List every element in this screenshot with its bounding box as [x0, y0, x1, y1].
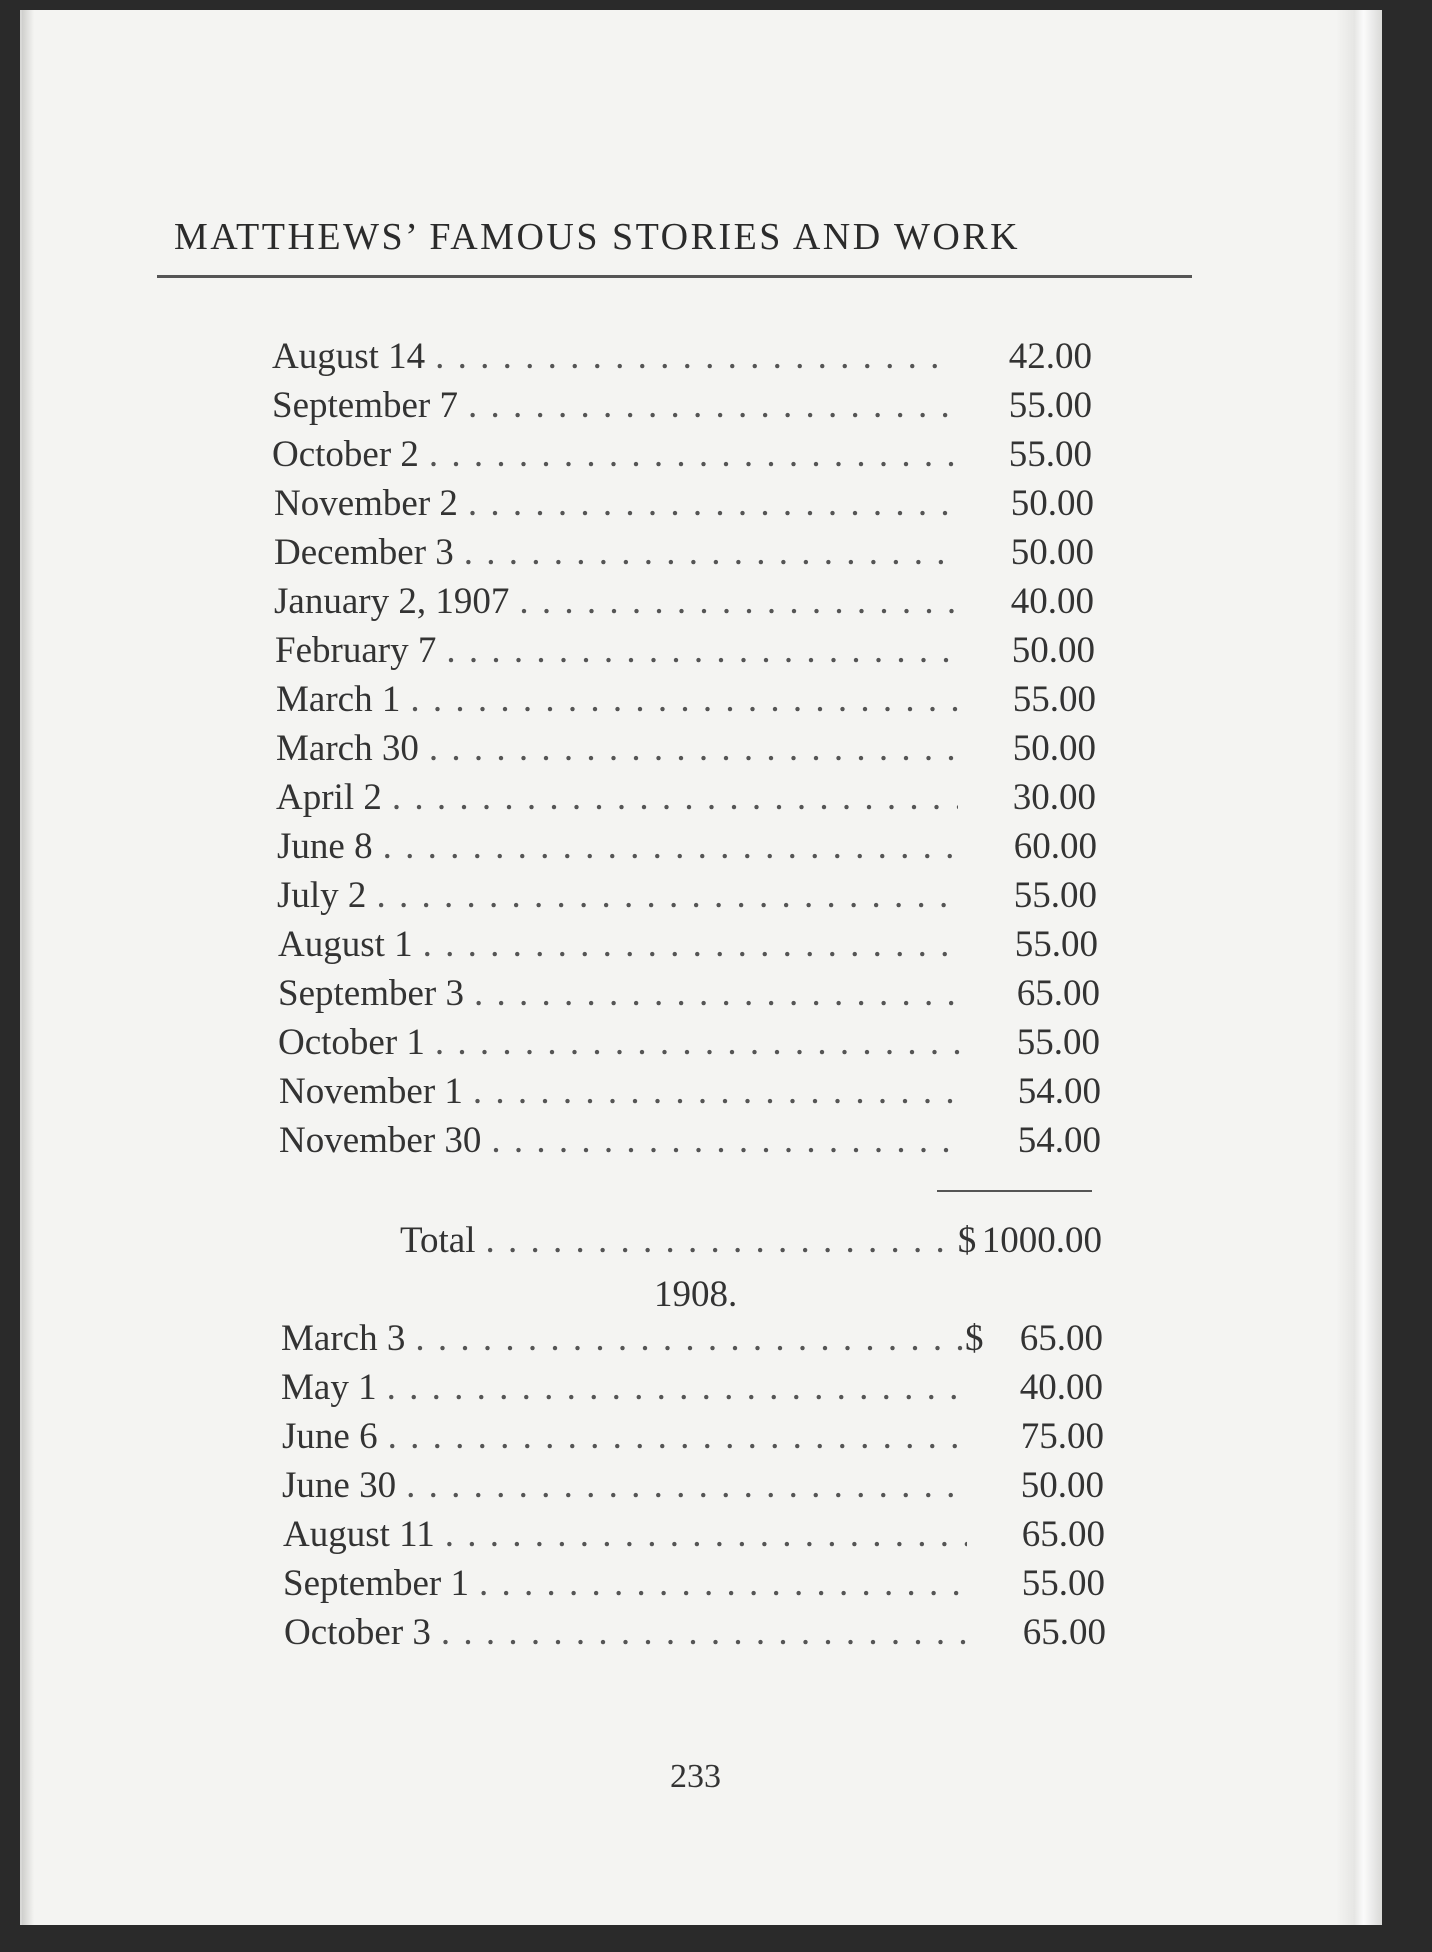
leader-dots — [392, 776, 958, 819]
entry-amount: 50.00 — [1012, 728, 1096, 769]
ledger-entry — [274, 580, 1094, 628]
page-edge — [1336, 10, 1382, 1925]
entry-date: November 30 — [279, 1120, 482, 1161]
entry-amount: 65.00 — [1016, 973, 1100, 1014]
running-head: MATTHEWS’ FAMOUS STORIES AND WORK — [174, 216, 1021, 258]
entry-amount: 40.00 — [1019, 1367, 1103, 1408]
entry-amount: 55.00 — [1013, 875, 1097, 916]
entry-date: September 3 — [278, 973, 464, 1014]
ledger-entry — [283, 1562, 1105, 1610]
ledger-entry — [274, 531, 1094, 579]
entry-date: December 3 — [274, 532, 454, 573]
entry-date: May 1 — [281, 1367, 377, 1408]
total-currency: $ — [957, 1220, 977, 1261]
ledger-entry — [275, 629, 1095, 677]
entry-amount: 65.00 — [1019, 1318, 1103, 1359]
entry-date: March 30 — [276, 728, 419, 769]
leader-dots — [486, 1219, 958, 1262]
leader-dots — [429, 727, 958, 770]
entry-currency: $ — [965, 1318, 984, 1359]
ledger-entry — [281, 1366, 1103, 1414]
ledger-entry — [279, 1070, 1101, 1118]
leader-dots — [464, 531, 956, 574]
entry-amount: 55.00 — [1012, 679, 1096, 720]
entry-date: October 3 — [284, 1612, 431, 1653]
year-heading: 1908. — [654, 1274, 738, 1315]
entry-amount: 55.00 — [1008, 385, 1092, 426]
leader-dots — [468, 384, 954, 427]
entry-amount: 50.00 — [1020, 1465, 1104, 1506]
entry-amount: 50.00 — [1010, 483, 1094, 524]
entry-date: January 2, 1907 — [274, 581, 510, 622]
entry-date: October 2 — [272, 434, 419, 475]
leader-dots — [406, 1464, 966, 1507]
ledger-entry — [278, 1021, 1100, 1069]
leader-dots — [519, 580, 956, 623]
ledger-entry — [272, 335, 1092, 383]
ledger-entry — [276, 776, 1096, 824]
leader-dots — [435, 335, 954, 378]
leader-dots — [435, 1021, 962, 1064]
leader-dots — [473, 1070, 963, 1113]
ledger-entry — [282, 1415, 1104, 1463]
entry-amount: 30.00 — [1012, 777, 1096, 818]
entry-date: November 2 — [274, 483, 458, 524]
leader-dots — [423, 923, 960, 966]
book-page — [20, 10, 1382, 1925]
leader-dots — [479, 1562, 967, 1605]
entry-date: November 1 — [279, 1071, 463, 1112]
entry-amount: 55.00 — [1014, 924, 1098, 965]
entry-amount: 50.00 — [1010, 532, 1094, 573]
entry-date: June 8 — [277, 826, 373, 867]
ledger-entry — [284, 1611, 1106, 1659]
entry-amount: 40.00 — [1010, 581, 1094, 622]
leader-dots — [410, 678, 958, 721]
entry-amount: 54.00 — [1017, 1120, 1101, 1161]
entry-amount: 75.00 — [1020, 1416, 1104, 1457]
leader-dots — [446, 629, 957, 672]
leader-dots — [429, 433, 954, 476]
leader-dots — [491, 1119, 963, 1162]
entry-date: September 7 — [272, 385, 458, 426]
total-row — [400, 1219, 1102, 1267]
leader-dots — [387, 1366, 965, 1409]
entry-date: April 2 — [276, 777, 382, 818]
leader-dots — [415, 1317, 965, 1360]
entry-amount: 65.00 — [1022, 1612, 1106, 1653]
entry-date: March 3 — [281, 1318, 406, 1359]
entry-date: June 6 — [282, 1416, 378, 1457]
entry-amount: 55.00 — [1021, 1563, 1105, 1604]
entry-date: March 1 — [276, 679, 401, 720]
total-amount: 1000.00 — [981, 1220, 1102, 1261]
page-number: 233 — [670, 1758, 721, 1795]
sum-rule — [937, 1190, 1092, 1192]
ledger-entry — [281, 1317, 1103, 1365]
entry-date: July 2 — [277, 875, 367, 916]
entry-date: August 14 — [272, 336, 426, 377]
entry-date: October 1 — [278, 1022, 425, 1063]
entry-amount: 65.00 — [1021, 1514, 1105, 1555]
entry-amount: 55.00 — [1016, 1022, 1100, 1063]
entry-amount: 42.00 — [1008, 336, 1092, 377]
entry-amount: 54.00 — [1017, 1071, 1101, 1112]
entry-date: August 11 — [283, 1514, 435, 1555]
entry-date: June 30 — [282, 1465, 397, 1506]
leader-dots — [468, 482, 956, 525]
total-label: Total — [400, 1220, 476, 1261]
entry-date: August 1 — [278, 924, 413, 965]
header-rule — [157, 275, 1192, 278]
ledger-entry — [282, 1464, 1104, 1512]
ledger-entry — [276, 678, 1096, 726]
ledger-entry — [277, 825, 1097, 873]
entry-amount: 55.00 — [1008, 434, 1092, 475]
ledger-entry — [283, 1513, 1105, 1561]
entry-date: February 7 — [275, 630, 437, 671]
leader-dots — [388, 1415, 966, 1458]
entry-amount: 50.00 — [1011, 630, 1095, 671]
leader-dots — [445, 1513, 967, 1556]
leader-dots — [474, 972, 962, 1015]
ledger-entry — [278, 972, 1100, 1020]
ledger-entry — [272, 433, 1092, 481]
ledger-entry — [276, 727, 1096, 775]
ledger-entry — [272, 384, 1092, 432]
entry-date: September 1 — [283, 1563, 469, 1604]
ledger-entry — [279, 1119, 1101, 1167]
leader-dots — [441, 1611, 968, 1654]
ledger-entry — [277, 874, 1097, 922]
page-gutter — [22, 10, 34, 1925]
leader-dots — [376, 874, 959, 917]
leader-dots — [383, 825, 959, 868]
entry-amount: 60.00 — [1013, 826, 1097, 867]
ledger-entry — [278, 923, 1098, 971]
ledger-entry — [274, 482, 1094, 530]
